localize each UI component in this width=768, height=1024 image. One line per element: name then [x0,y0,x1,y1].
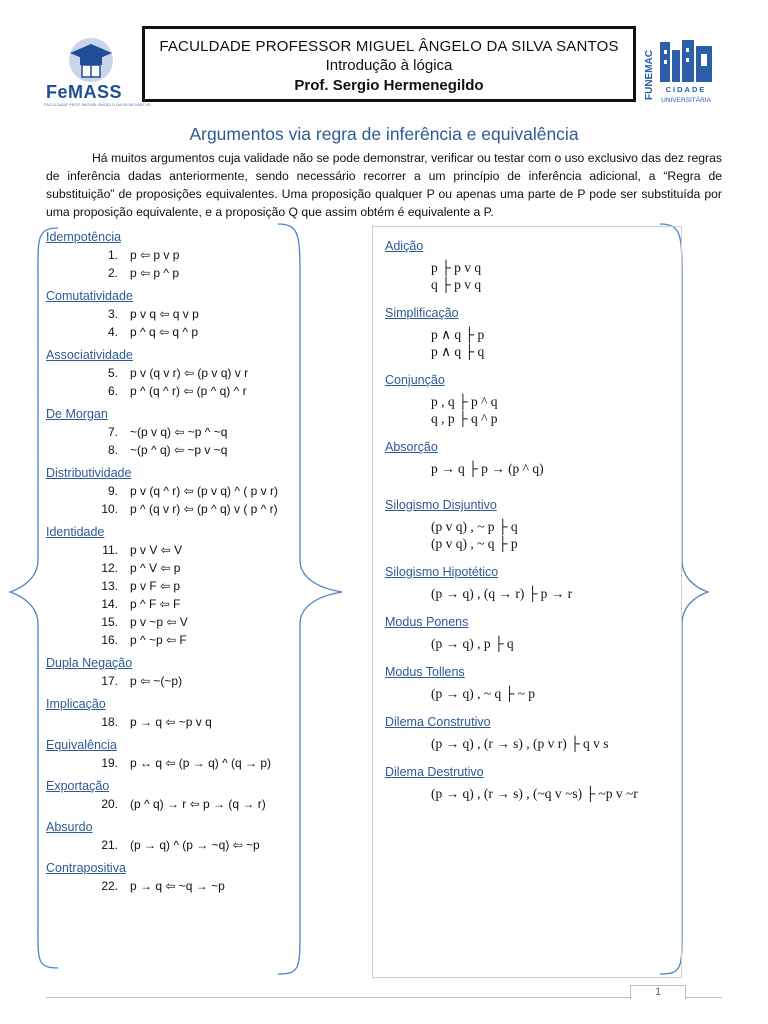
inference-rules-list [385,238,680,802]
inference-section [385,439,680,477]
inference-heading: Dilema Construtivo [385,715,491,729]
equivalence-list [46,229,316,901]
equivalence-expression: p v ~p ⇦ V [130,615,188,629]
inference-rule: (p → q) , ~ q ├ ~ p [431,686,536,701]
inference-section [385,664,680,702]
equivalence-number: 6. [107,384,118,398]
inference-rule: (p → q) , p ├ q [431,636,514,651]
equivalence-expression: (p → q) ^ (p → ~q) ⇦ ~p [130,838,260,852]
equivalence-expression: p ^ q ⇦ q ^ p [130,325,199,339]
equivalence-section [46,465,316,518]
inference-section [385,497,680,552]
equivalence-expression: p ↔ q ⇦ (p → q) ^ (q → p) [130,756,272,770]
equivalence-expression: p v (q ^ r) ⇦ (p v q) ^ ( p v r) [130,484,278,498]
equivalence-number: 22. [101,879,118,893]
inference-heading: Silogismo Disjuntivo [385,498,497,512]
course-name: Introdução à lógica [325,57,453,74]
funemac-line1: CIDADE [665,85,707,94]
inference-heading: Absorção [385,440,438,454]
equivalence-number: 11. [102,543,118,557]
funemac-logo [644,36,716,108]
equivalence-section [46,347,316,400]
equivalence-heading: Dupla Negação [46,656,133,670]
inference-rule: p ├ p v q [431,260,482,275]
equivalence-item [46,364,316,382]
equivalence-number: 17. [101,674,118,688]
equivalence-item [46,305,316,323]
equivalence-item [46,500,316,518]
equivalence-item [46,382,316,400]
equivalence-item [46,264,316,282]
equivalence-item [46,631,316,649]
equivalence-expression: p ^ (q v r) ⇦ (p ^ q) v ( p ^ r) [130,502,278,516]
inference-heading: Adição [385,239,424,253]
equivalence-number: 10. [101,502,118,516]
funemac-vertical-text: FUNEMAC [644,50,655,100]
equivalence-expression: p ^ ~p ⇦ F [130,633,187,647]
equivalence-heading: Distributividade [46,466,132,480]
inference-section [385,614,680,652]
equivalence-number: 18. [101,715,118,729]
equivalence-number: 12. [101,561,118,575]
equivalence-item [46,877,316,895]
equivalence-item [46,441,316,459]
equivalence-heading: Associatividade [46,348,133,362]
inference-rule: (p → q) , (r → s) , (p v r) ├ q v s [431,736,609,751]
femass-logo [44,34,151,107]
inference-heading: Simplificação [385,306,459,320]
inference-section [385,372,680,427]
equivalence-expression: p ^ (q ^ r) ⇦ (p ^ q) ^ r [130,384,247,398]
equivalence-section [46,819,316,854]
equivalence-expression: p v V ⇦ V [130,543,183,557]
equivalence-section [46,524,316,649]
funemac-emblem-icon [644,36,716,108]
equivalence-expression: p ^ F ⇦ F [130,597,181,611]
equivalence-expression: p → q ⇦ ~q → ~p [130,879,225,893]
inference-rule: q ├ p v q [431,277,482,292]
inference-heading: Dilema Destrutivo [385,765,484,779]
inference-heading: Modus Ponens [385,615,469,629]
equivalence-heading: Idempotência [46,230,122,244]
inference-rule: p , q ├ p ^ q [431,394,498,409]
equivalence-number: 7. [107,425,118,439]
equivalence-number: 2. [107,266,118,280]
inference-section [385,764,680,802]
header-box [142,26,636,102]
inference-rule: p ∧ q ├ q [431,344,485,359]
femass-brand-text: FeMASS [46,82,123,102]
inference-rule: p ∧ q ├ p [431,327,485,342]
intro-paragraph: Há muitos argumentos cuja validade não se pode demonstrar, verificar ou testar com o uso exclusivo das dez regras de inferência dadas anteriormente, sendo necessário recorrer a um princípio de inferência adicional, a “Regra de substituição” de proposições equivalentes. Uma proposição qualquer P ou apenas uma parte de P pode ser substituída por uma proposição equivalente, e a proposição Q que assim obtém é equivalente a P. [46,151,722,219]
equivalence-section [46,288,316,341]
equivalence-heading: Exportação [46,779,110,793]
equivalence-number: 19. [101,756,118,770]
equivalence-number: 21. [101,838,118,852]
equivalence-item [46,246,316,264]
funemac-line2: UNIVERSITÁRIA [661,97,711,104]
equivalence-number: 9. [107,484,118,498]
equivalence-heading: Implicação [46,697,106,711]
equivalence-item [46,754,316,772]
equivalence-number: 4. [107,325,118,339]
inference-rule: p → q ├ p → (p ^ q) [431,461,544,476]
equivalence-section [46,229,316,282]
equivalence-item [46,323,316,341]
equivalence-expression: ~(p v q) ⇦ ~p ^ ~q [130,425,228,439]
equivalence-number: 20. [101,797,118,811]
equivalence-expression: p → q ⇦ ~p v q [130,715,212,729]
equivalence-item [46,795,316,813]
equivalence-section [46,696,316,731]
equivalence-number: 1. [107,248,118,262]
inference-section [385,305,680,360]
equivalence-item [46,577,316,595]
equivalence-item [46,559,316,577]
inference-section [385,238,680,293]
equivalence-item [46,613,316,631]
equivalence-item [46,672,316,690]
page-number: 1 [630,985,686,999]
equivalence-expression: p v (q v r) ⇦ (p v q) v r [130,366,249,380]
professor-name: Prof. Sergio Hermenegildo [294,77,484,94]
equivalence-item [46,595,316,613]
equivalence-section [46,737,316,772]
equivalence-section [46,860,316,895]
inference-rule: (p v q) , ~ p ├ q [431,519,518,534]
inference-rule: (p → q) , (q → r) ├ p → r [431,586,573,601]
equivalence-expression: p ⇦ p v p [130,248,180,262]
equivalence-expression: p ^ V ⇦ p [130,561,181,575]
equivalence-number: 13. [101,579,118,593]
equivalence-expression: p ⇦ ~(~p) [130,674,183,688]
inference-section [385,714,680,752]
equivalence-item [46,541,316,559]
institution-name: FACULDADE PROFESSOR MIGUEL ÂNGELO DA SILVA SANTOS [159,38,619,55]
graduation-cap-icon [66,36,116,84]
inference-heading: Silogismo Hipotético [385,565,499,579]
inference-heading: Conjunção [385,373,445,387]
equivalence-heading: Equivalência [46,738,117,752]
footer-rule [46,997,722,998]
equivalence-expression: ~(p ^ q) ⇦ ~p v ~q [130,443,228,457]
equivalence-heading: Contrapositiva [46,861,126,875]
equivalence-section [46,655,316,690]
equivalence-heading: Identidade [46,525,105,539]
equivalence-expression: p v F ⇦ p [130,579,181,593]
equivalence-item [46,482,316,500]
equivalence-number: 3. [107,307,118,321]
equivalence-heading: Comutatividade [46,289,133,303]
femass-tagline: FACULDADE PROF. MIGUEL ÂNGELO DA SILVA SANTOS [44,102,151,107]
equivalence-expression: (p ^ q) → r ⇦ p → (q → r) [130,797,266,811]
equivalence-number: 15. [101,615,118,629]
inference-heading: Modus Tollens [385,665,465,679]
inference-section [385,564,680,602]
equivalence-item [46,836,316,854]
equivalence-number: 14. [101,597,118,611]
document-title: Argumentos via regra de inferência e equivalência [189,124,579,144]
equivalence-item [46,713,316,731]
equivalence-number: 8. [107,443,118,457]
equivalence-expression: p v q ⇦ q v p [130,307,199,321]
equivalence-section [46,778,316,813]
inference-rule: (p → q) , (r → s) , (~q v ~s) ├ ~p v ~r [431,786,638,801]
inference-rule: q , p ├ q ^ p [431,411,498,426]
equivalence-section [46,406,316,459]
inference-rule: (p v q) , ~ q ├ p [431,536,518,551]
equivalence-heading: Absurdo [46,820,93,834]
equivalence-number: 16. [101,633,118,647]
equivalence-number: 5. [107,366,118,380]
equivalence-heading: De Morgan [46,407,108,421]
equivalence-expression: p ⇦ p ^ p [130,266,180,280]
equivalence-item [46,423,316,441]
